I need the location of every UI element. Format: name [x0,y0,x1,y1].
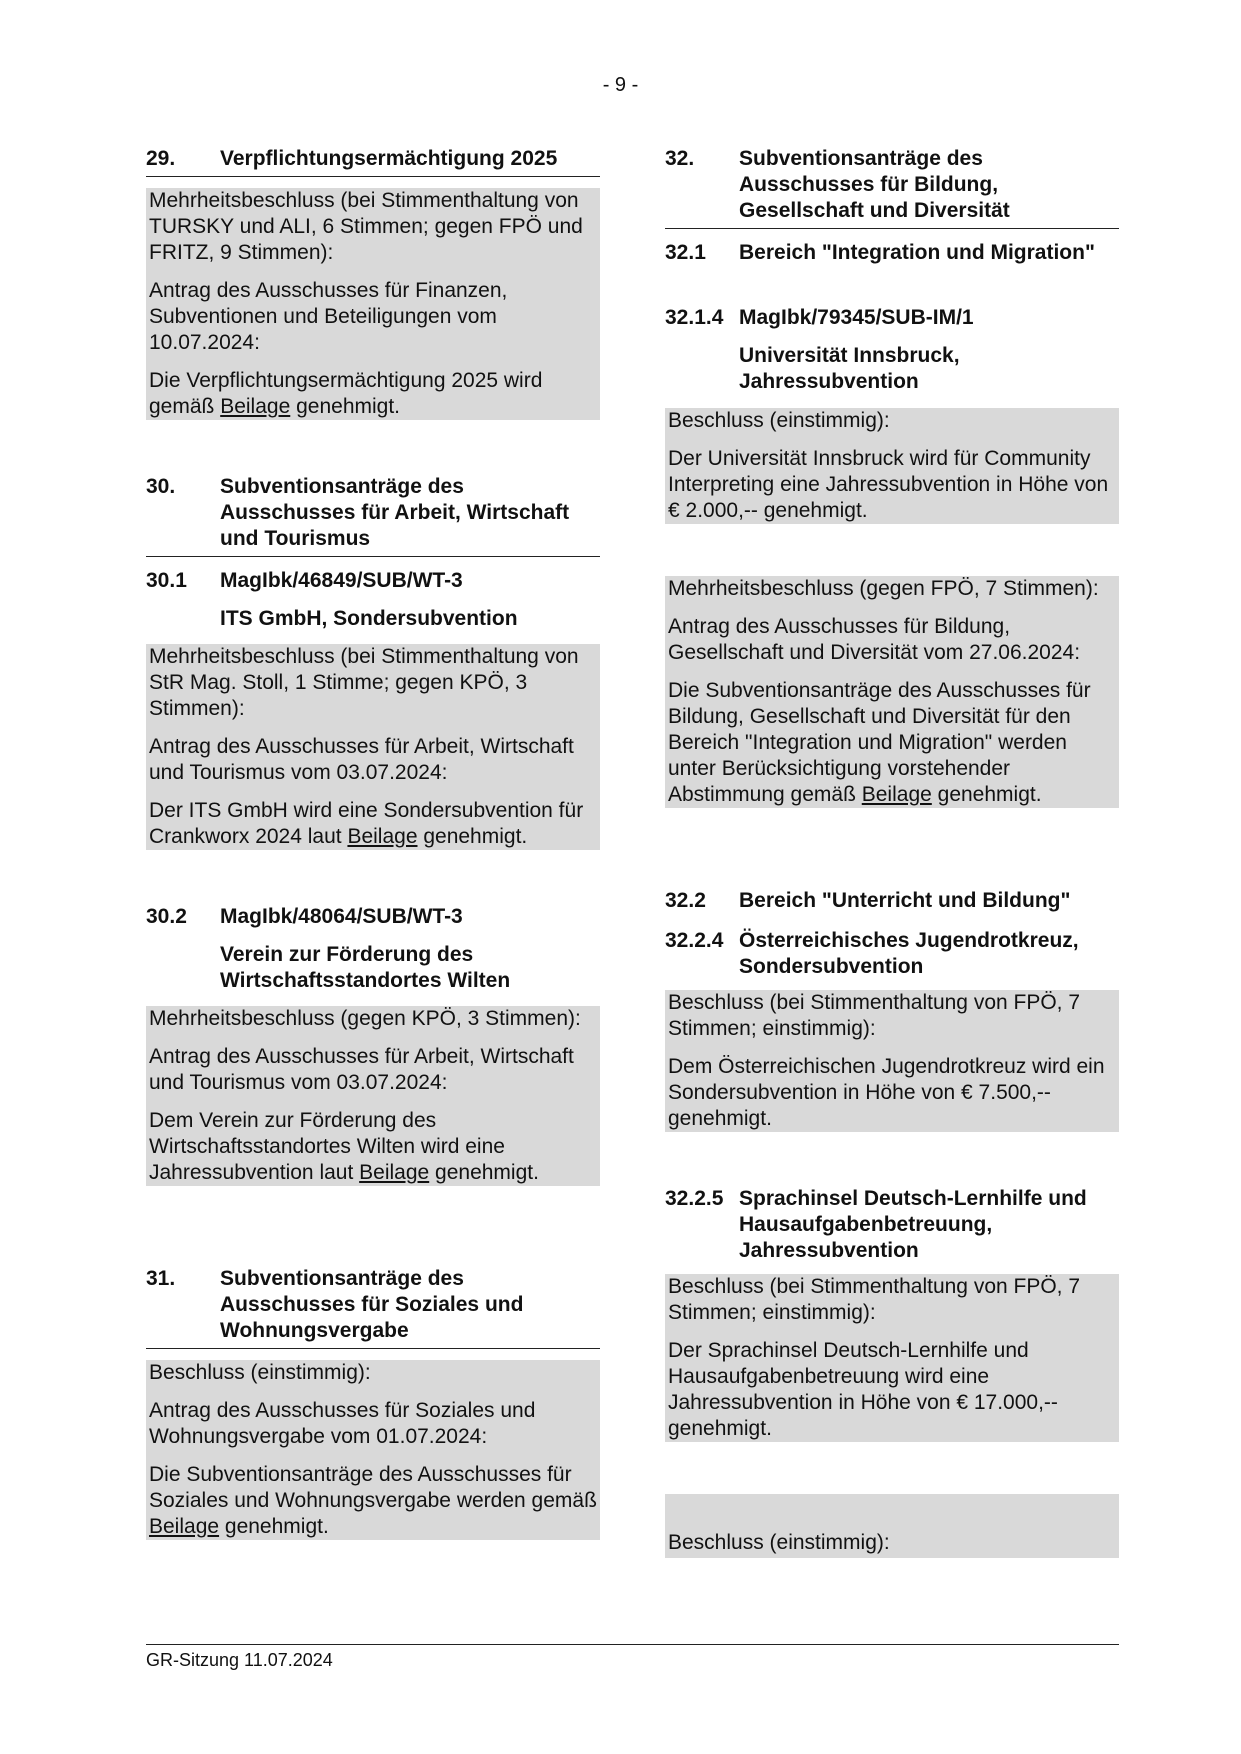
resolution-text-part: genehmigt. [290,395,401,418]
motion-source: Antrag des Ausschusses für Finanzen, Subventionen und Beteiligungen vom 10.07.2024: [149,279,508,354]
vote-result: Beschluss (einstimmig): [149,1361,371,1384]
section-title: Sprachinsel Deutsch-Lernhilfe und Hausaufgabenbetreuung, Jahressubvention [739,1187,1087,1262]
vote-result: Mehrheitsbeschluss (bei Stimmenthaltung von TURSKY und ALI, 6 Stimmen; gegen FPÖ und FRITZ, 9 Stimmen): [149,189,583,264]
section-title: Österreichisches Jugendrotkreuz, Sondersubvention [739,929,1079,978]
section-number: 30. [146,475,176,498]
section-29-heading [146,146,600,177]
section-30-2-body [146,1006,600,1186]
section-number: 32.1.4 [665,306,724,329]
resolution-text-part: genehmigt. [417,825,528,848]
section-32-2-4-heading [665,928,1119,980]
section-number: 32.2.5 [665,1187,724,1210]
resolution-text [146,1108,600,1186]
resolution-text-part: Die Verpflichtungsermächtigung 2025 wird gemäß [149,369,543,418]
footer-divider [146,1644,1119,1645]
resolution-text: Dem Österreichischen Jugendrotkreuz wird ein Sondersubvention in Höhe von € 7.500,-- genehmigt. [668,1055,1105,1130]
section-32-2-5-heading [665,1186,1119,1264]
motion-source: Antrag des Ausschusses für Arbeit, Wirtschaft und Tourismus vom 03.07.2024: [149,735,574,784]
section-title: Subventionsanträge des Ausschusses für Bildung, Gesellschaft und Diversität [739,147,1010,222]
section-number: 32.1 [665,241,706,264]
vote-result: Beschluss (einstimmig): [668,1531,890,1554]
beilage-link[interactable]: Beilage [149,1515,220,1538]
beilage-link[interactable]: Beilage [347,825,418,848]
section-32-1-4-body [665,408,1119,524]
section-29-body [146,188,600,420]
section-31-body [146,1360,600,1540]
section-title: Subventionsanträge des Ausschusses für Soziales und Wohnungsvergabe [220,1267,524,1342]
resolution-text-part: Dem Verein zur Förderung des Wirtschaftsstandortes Wilten wird eine Jahressubvention laut [149,1109,505,1184]
motion-source: Antrag des Ausschusses für Arbeit, Wirtschaft und Tourismus vom 03.07.2024: [149,1045,574,1094]
section-title: Bereich "Unterricht und Bildung" [739,889,1071,912]
resolution-text-part: Der ITS GmbH wird eine Sondersubvention für Crankworx 2024 laut [149,799,584,848]
section-32-2-5-body [665,1274,1119,1442]
section-30-2-heading [146,904,600,994]
section-subtitle: ITS GmbH, Sondersubvention [220,607,518,630]
section-32-2-4-body [665,990,1119,1132]
section-subtitle: Universität Innsbruck, Jahressubvention [739,344,960,393]
resolution-text [146,368,600,420]
resolution-text: Der Sprachinsel Deutsch-Lernhilfe und Hausaufgabenbetreuung wird eine Jahressubvention in Höhe von € 17.000,-- genehmigt. [668,1339,1058,1440]
section-32-1-4-heading [665,305,1119,395]
section-32-2-summary [665,1494,1119,1558]
vote-result: Beschluss (bei Stimmenthaltung von FPÖ, 7 Stimmen; einstimmig): [668,1275,1081,1324]
vote-result: Beschluss (einstimmig): [668,409,890,432]
resolution-text-part: genehmigt. [429,1161,539,1184]
section-number: 32.2.4 [665,929,724,952]
resolution-text-part: Die Subventionsanträge des Ausschusses für Soziales und Wohnungsvergabe werden gemäß [149,1463,597,1512]
section-number: 31. [146,1267,176,1290]
motion-source: Antrag des Ausschusses für Bildung, Gesellschaft und Diversität vom 27.06.2024: [668,615,1081,664]
beilage-link[interactable]: Beilage [359,1161,430,1184]
section-number: 30.2 [146,905,187,928]
section-30-heading [146,474,600,557]
resolution-text: Der Universität Innsbruck wird für Community Interpreting eine Jahressubvention in Höhe von € 2.000,-- genehmigt. [668,447,1109,522]
section-number: 32.2 [665,889,706,912]
section-subtitle: Verein zur Förderung des Wirtschaftsstandortes Wilten [220,943,511,992]
page-number: - 9 - [602,74,639,96]
section-32-1-heading [665,240,1119,266]
resolution-text [146,798,600,850]
resolution-text [665,678,1119,808]
resolution-text-part: Die Subventionsanträge des Ausschusses für Bildung, Gesellschaft und Diversität für den Bereich "Integration und Migration" werden unter Berücksichtigung vorstehender Abstimmung gemäß [668,679,1091,806]
beilage-link[interactable]: Beilage [861,783,932,806]
section-32-heading [665,146,1119,229]
resolution-text [146,1462,600,1540]
section-title: MagIbk/48064/SUB/WT-3 [220,905,463,928]
section-title: MagIbk/46849/SUB/WT-3 [220,569,463,592]
vote-result: Mehrheitsbeschluss (gegen KPÖ, 3 Stimmen): [149,1007,581,1030]
section-30-1-heading [146,568,600,632]
section-title: MagIbk/79345/SUB-IM/1 [739,306,974,329]
vote-result: Beschluss (bei Stimmenthaltung von FPÖ, 7 Stimmen; einstimmig): [668,991,1081,1040]
section-30-1-body [146,644,600,850]
vote-result: Mehrheitsbeschluss (gegen FPÖ, 7 Stimmen): [668,577,1099,600]
section-number: 32. [665,147,695,170]
beilage-link[interactable]: Beilage [220,395,291,418]
resolution-text-part: genehmigt. [931,783,1042,806]
vote-result: Mehrheitsbeschluss (bei Stimmenthaltung von StR Mag. Stoll, 1 Stimme; gegen KPÖ, 3 Stimmen): [149,645,579,720]
section-title: Verpflichtungsermächtigung 2025 [220,147,558,170]
section-title: Bereich "Integration und Migration" [739,241,1095,264]
section-31-heading [146,1266,600,1349]
section-title: Subventionsanträge des Ausschusses für Arbeit, Wirtschaft und Tourismus [220,475,570,550]
motion-source: Antrag des Ausschusses für Soziales und Wohnungsvergabe vom 01.07.2024: [149,1399,536,1448]
section-number: 29. [146,147,176,170]
resolution-text-part: genehmigt. [219,1515,329,1538]
footer-text: GR-Sitzung 11.07.2024 [146,1650,333,1670]
section-32-1-summary [665,576,1119,808]
section-number: 30.1 [146,569,187,592]
section-32-2-heading [665,888,1119,914]
